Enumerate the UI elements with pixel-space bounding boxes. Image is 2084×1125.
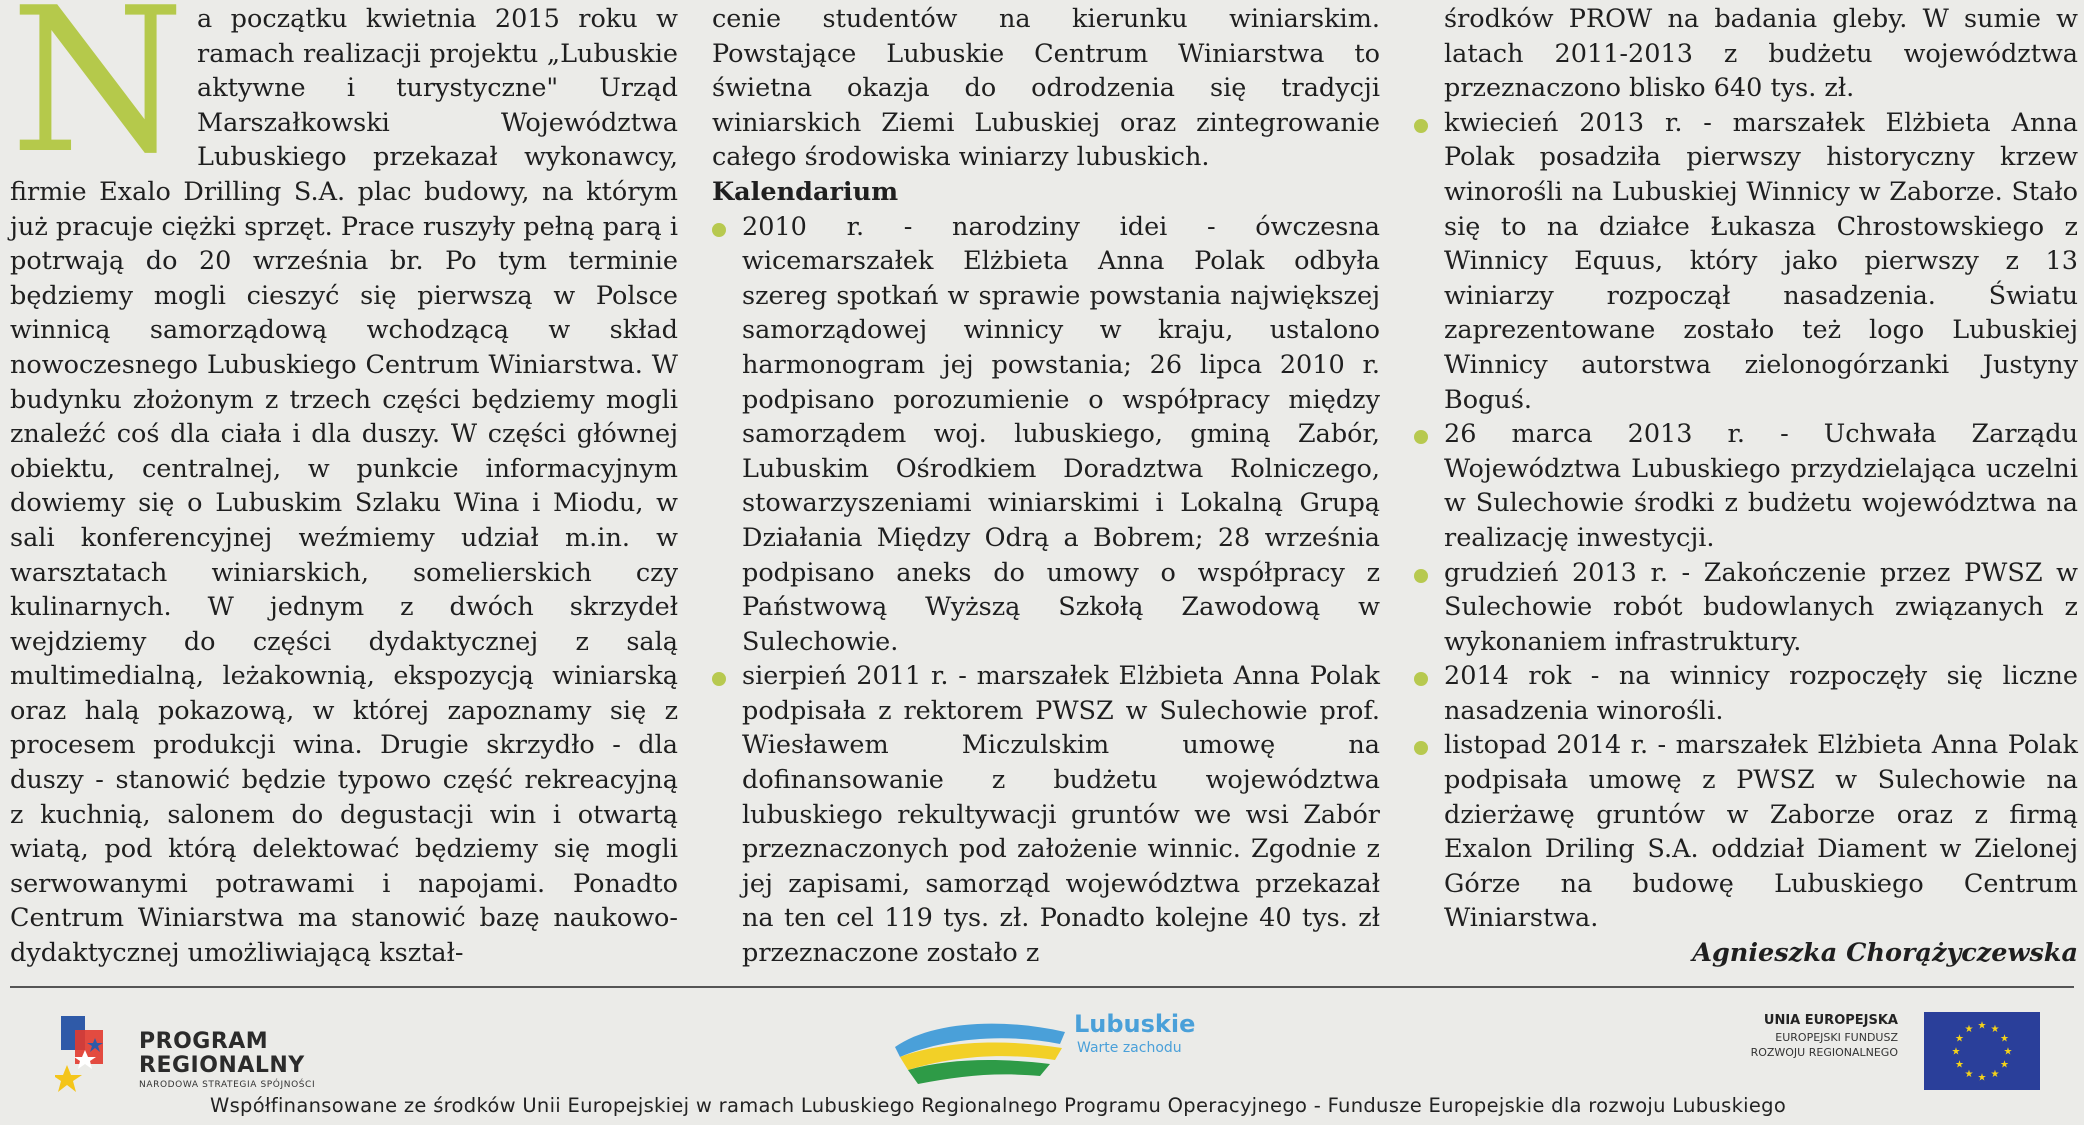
calendar-item-text: 2010 r. - narodziny idei - ówczesna wicemarszałek Elżbieta Anna Polak odbyła szereg spotkań w sprawie powstania największej samorządowej winnicy w kraju, ustalono harmonogram jej powstania; 26 lipca 2010 r. podpisano porozumienie o współpracy między samorządem woj. lubuskiego, gminą Zabór, Lubuskim Ośrodkiem Doradztwa Rolniczego, stowarzyszeniami winiarskimi i Lokalną Grupą Działania Między Odrą a Bobrem; 28 września podpisano aneks do umowy o współpracy z Państwową Wyższą Szkołą Zawodową w Sulechowie.: [742, 211, 1380, 657]
program-regionalny-text: [139, 1030, 315, 1090]
eu-text: [1751, 1012, 1898, 1060]
wave-logo-icon: [890, 1002, 1070, 1092]
eu-star-icon: ★: [1951, 1046, 1961, 1058]
eu-line-3: ROZWOJU REGIONALNEGO: [1750, 1046, 1898, 1059]
footer-divider: [10, 986, 2074, 988]
footer-logos: [0, 990, 2084, 1125]
bullet-icon: [1414, 119, 1428, 133]
eu-logo: [1700, 1012, 2040, 1092]
eu-star-icon: ★: [2003, 1046, 2013, 1058]
calendar-item: [1414, 728, 2078, 936]
bullet-icon: [712, 672, 726, 686]
calendar-item-text: kwiecień 2013 r. - marszałek Elżbieta Anna Polak posadziła pierwszy historyczny krzew winorośli na Lubuskiej Winnicy w Zaborze. Stało się to na działce Łukasza Chrostowskiego z Winnicy Equus, który jako pierwszy z 13 winiarzy rozpoczął nasadzenia. Światu zaprezentowane zostało też logo Lubuskiej Winnicy autorstwa zielonogórzanki Justyny Boguś.: [1444, 107, 2078, 415]
calendar-item: [1414, 659, 2078, 728]
eu-flag-icon: [1924, 1012, 2040, 1090]
article-column-2: [712, 2, 1380, 971]
eu-star-icon: ★: [2000, 1033, 2010, 1045]
program-regionalny-logo: [55, 1010, 375, 1105]
calendar-item: [1414, 556, 2078, 660]
article-column-3: [1414, 2, 2078, 971]
program-line-1: PROGRAM: [139, 1029, 269, 1054]
calendar-list: [712, 210, 1380, 971]
bullet-icon: [712, 223, 726, 237]
calendar-item-text: grudzień 2013 r. - Zakończenie przez PWSZ w Sulechowie robót budowlanych związanych z wykonaniem infrastruktury.: [1444, 557, 2078, 657]
calendar-item: [1414, 417, 2078, 555]
calendar-item-text: 26 marca 2013 r. - Uchwała Zarządu Województwa Lubuskiego przydzielająca uczelni w Sulechowie środki z budżetu województwa na realizację inwestycji.: [1444, 419, 2078, 553]
calendar-list: [1414, 106, 2078, 936]
calendar-item: [1414, 106, 2078, 417]
eu-star-icon: ★: [1977, 1072, 1987, 1084]
eu-star-icon: ★: [1990, 1023, 2000, 1035]
calendar-item: [712, 210, 1380, 660]
calendar-item-text: listopad 2014 r. - marszałek Elżbieta Anna Polak podpisała umowę z PWSZ w Sulechowie na dzierżawę gruntów w Zaborze oraz z firmą Exalon Driling S.A. oddział Diament w Zielonej Górze na budowę Lubuskiego Centrum Winiarstwa.: [1444, 730, 2078, 934]
eu-star-icon: ★: [1954, 1059, 1964, 1071]
eu-line-2: EUROPEJSKI FUNDUSZ: [1775, 1031, 1898, 1044]
drop-cap: N: [10, 0, 185, 198]
lubuskie-logo: [890, 1002, 1250, 1092]
kalendarium-heading: Kalendarium: [712, 176, 899, 207]
eu-star-icon: ★: [1977, 1020, 1987, 1032]
bullet-icon: [1414, 430, 1428, 444]
eu-star-icon: ★: [1990, 1069, 2000, 1081]
star-flag-icon: [55, 1010, 135, 1105]
program-line-2: REGIONALNY: [139, 1053, 305, 1078]
article-author: Agnieszka Chorążyczewska: [1692, 938, 2078, 969]
lubuskie-slogan: Warte zachodu: [1077, 1040, 1182, 1056]
eu-star-icon: ★: [1964, 1069, 1974, 1081]
eu-line-1: UNIA EUROPEJSKA: [1763, 1013, 1898, 1028]
calendar-item-text: sierpień 2011 r. - marszałek Elżbieta Anna Polak podpisała z rektorem PWSZ w Sulechowie prof. Wiesławem Miczulskim umowę na dofinansowanie z budżetu województwa lubuskiego rekultywacji gruntów we wsi Zabór przeznaczonych pod założenie winnic. Zgodnie z jej zapisami, samorząd województwa przekazał na ten cel 119 tys. zł. Ponadto kolejne 40 tys. zł przeznaczone zostało z: [742, 661, 1380, 969]
cofunding-note: Współfinansowane ze środków Unii Europejskiej w ramach Lubuskiego Regionalnego Programu Operacyjnego - Fundusze Europejskie dla rozwoju Lubuskiego: [210, 1094, 1787, 1117]
eu-star-icon: ★: [1964, 1023, 1974, 1035]
calendar-item-text: 2014 rok - na winnicy rozpoczęły się liczne nasadzenia winorośli.: [1444, 661, 2078, 726]
article-paragraph: cenie studentów na kierunku winiarskim. Powstające Lubuskie Centrum Winiarstwa to świetna okazja do odrodzenia się tradycji winiarskich Ziemi Lubuskiej oraz zintegrowanie całego środowiska winiarzy lubuskich.: [712, 4, 1380, 173]
article-column-1: [10, 2, 678, 971]
eu-star-icon: ★: [2000, 1059, 2010, 1071]
bullet-icon: [1414, 569, 1428, 583]
bullet-icon: [1414, 741, 1428, 755]
lubuskie-name: Lubuskie: [1074, 1010, 1196, 1038]
article-lead-paragraph: a początku kwietnia 2015 roku w ramach realizacji projektu „Lubuskie aktywne i turystyczne" Urząd Marszałkowski Województwa Lubuskiego przekazał wykonawcy, firmie Exalo Drilling S.A. plac budowy, na którym już pracuje ciężki sprzęt. Prace ruszyły pełną parą i potrwają do 20 września br. Po tym terminie będziemy mogli cieszyć się pierwszą w Polsce winnicą samorządową wchodzącą w skład nowoczesnego Lubuskiego Centrum Winiarstwa. W budynku złożonym z trzech części będziemy mogli znaleźć coś dla ciała i dla duszy. W części głównej obiektu, centralnej, w punkcie informacyjnym dowiemy się o Lubuskim Szlaku Wina i Miodu, w sali konferencyjnej weźmiemy udział m.in. w warsztatach winiarskich, somelierskich czy kulinarnych. W jednym z dwóch skrzydeł wejdziemy do części dydaktycznej z salą multimedialną, leżakownią, ekspozycją winiarską oraz halą pokazową, w której zapoznamy się z procesem produkcji wina. Drugie skrzydło - dla duszy - stanowić będzie typowo część rekreacyjną z kuchnią, salonem do degustacji win i otwartą wiatą, pod którą delektować będziemy się mogli serwowanymi potrawami i napojami. Ponadto Centrum Winiarstwa ma stanowić bazę naukowo-dydaktycznej umożliwiającą kształ-: [10, 4, 678, 969]
calendar-item: [712, 659, 1380, 970]
eu-star-icon: ★: [1954, 1033, 1964, 1045]
bullet-icon: [1414, 672, 1428, 686]
calendar-item-continuation: środków PROW na badania gleby. W sumie w latach 2011-2013 z budżetu województwa przeznaczono blisko 640 tys. zł.: [1444, 4, 2078, 104]
program-subtitle: NARODOWA STRATEGIA SPÓJNOŚCI: [139, 1080, 316, 1090]
